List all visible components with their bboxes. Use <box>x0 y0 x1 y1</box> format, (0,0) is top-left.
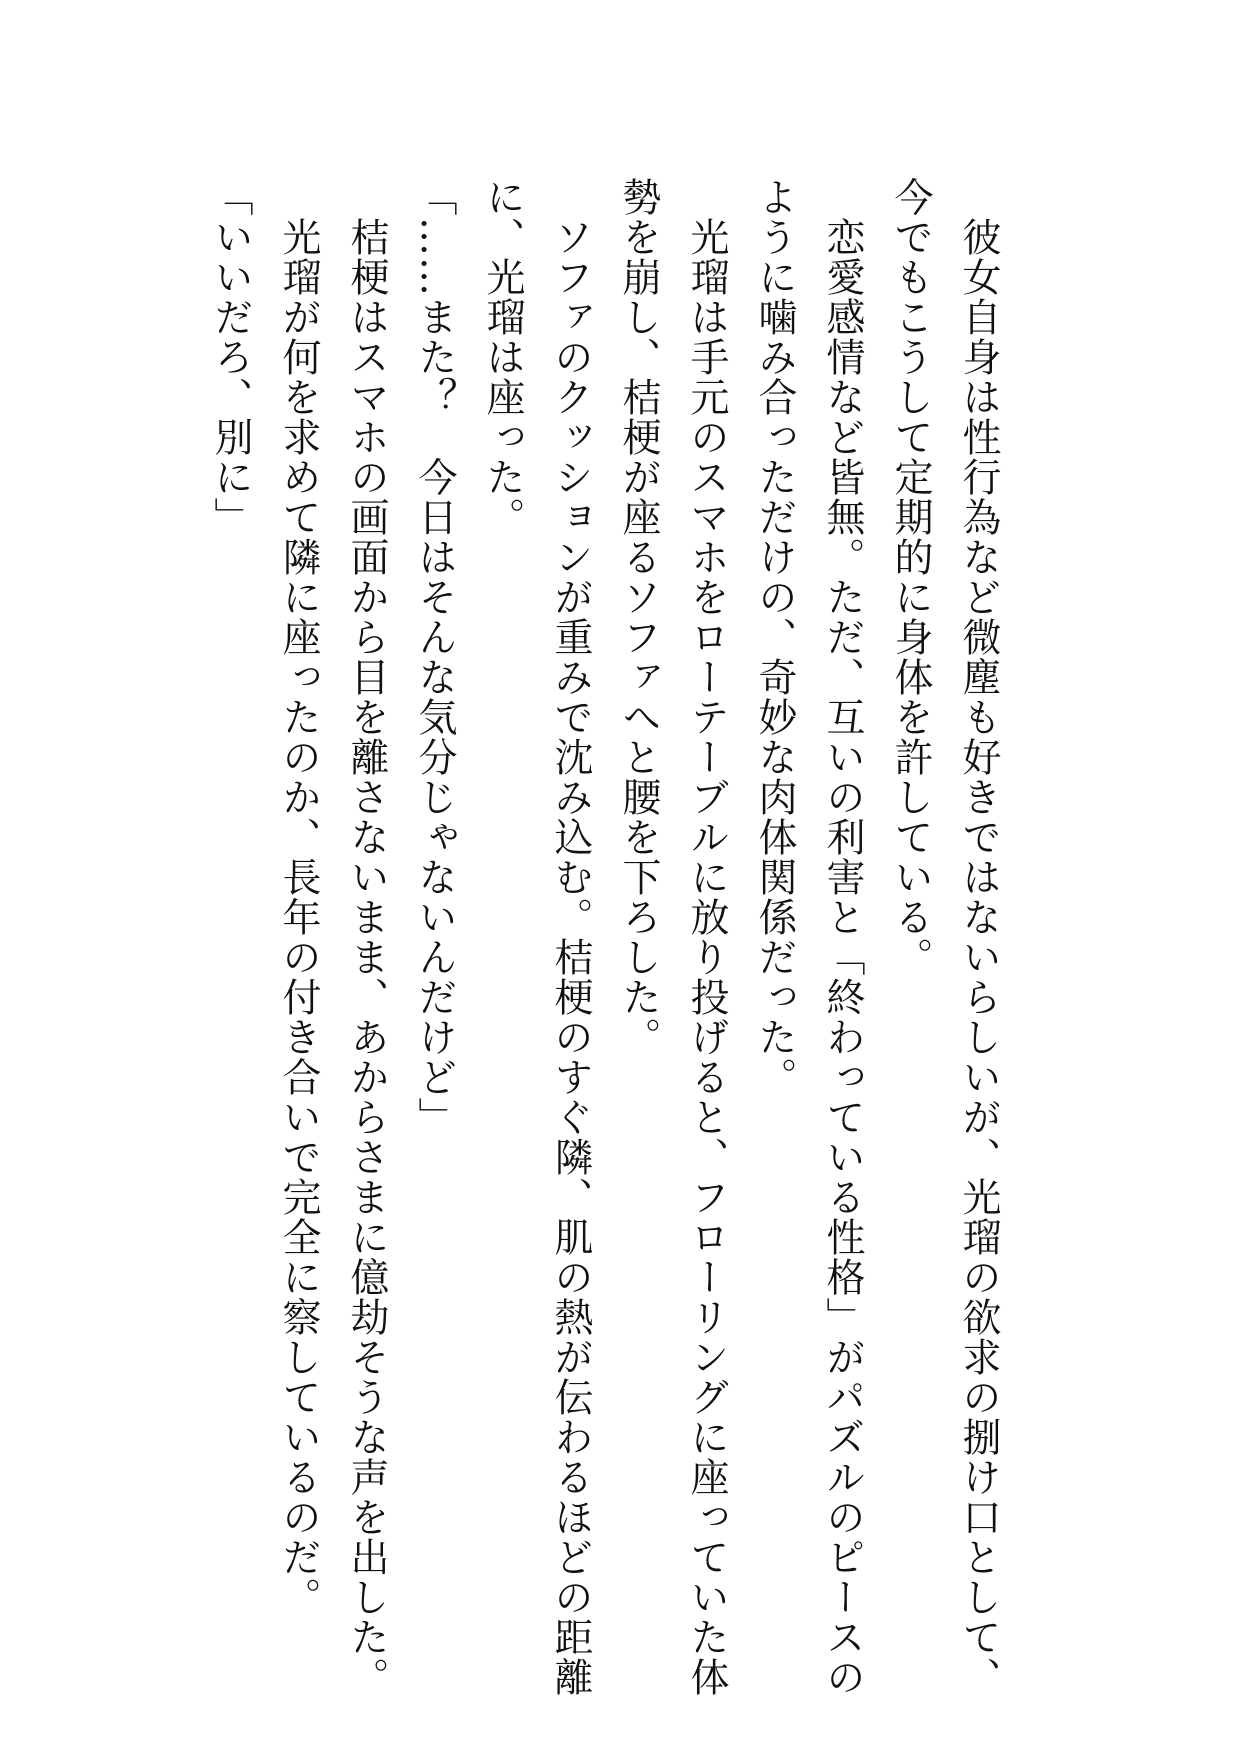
text-line: 光瑠は手元のスマホをローテーブルに放り投げると、フローリングに座っていた体 <box>684 177 729 1697</box>
text-line: に、光瑠は座った。 <box>480 177 525 537</box>
text-line: ように噛み合っただけの、奇妙な肉体関係だった。 <box>752 177 797 1097</box>
text-line: 光瑠が何を求めて隣に座ったのか、長年の付き合いで完全に察しているのだ。 <box>276 177 321 1617</box>
text-line: 彼女自身は性行為など微塵も好きではないらしいが、光瑠の欲求の捌け口として、 <box>956 177 1001 1697</box>
text-line: 「……また？ 今日はそんな気分じゃないんだけど」 <box>412 177 457 1137</box>
text-line: 桔梗はスマホの画面から目を離さないまま、あからさまに億劫そうな声を出した。 <box>344 177 389 1697</box>
text-line: 「いいだろ、別に」 <box>208 177 253 537</box>
text-line: 恋愛感情など皆無。ただ、互いの利害と「終わっている性格」がパズルのピースの <box>820 177 865 1697</box>
vertical-text-body <box>196 177 1012 1697</box>
text-line: ソファのクッションが重みで沈み込む。桔梗のすぐ隣、肌の熱が伝わるほどの距離 <box>548 177 593 1697</box>
text-line: 勢を崩し、桔梗が座るソファへと腰を下ろした。 <box>616 177 661 1057</box>
text-line: 今でもこうして定期的に身体を許している。 <box>888 177 933 977</box>
